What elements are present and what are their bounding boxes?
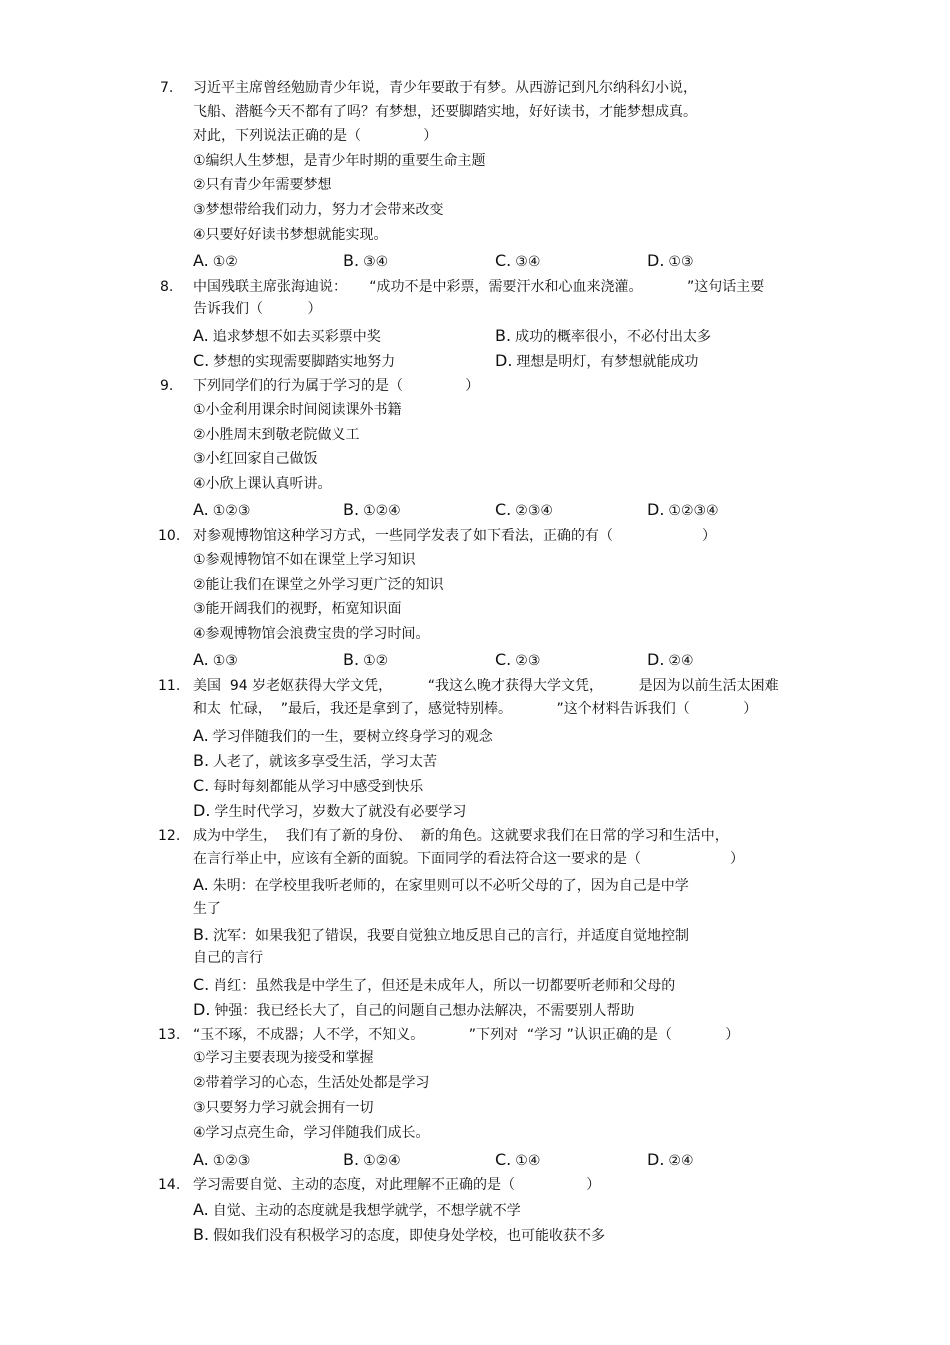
- option-b[interactable]: [343, 651, 388, 670]
- option-text: ①②③: [212, 503, 251, 519]
- option-letter: A.: [193, 1150, 209, 1169]
- option-letter: D.: [193, 801, 211, 820]
- option-letter: D.: [193, 1000, 211, 1019]
- option-text: 成功的概率很小，不必付出太多: [515, 329, 712, 345]
- statement-item: ②能让我们在课堂之外学习更广泛的知识: [193, 577, 444, 593]
- option-text: 每时每刻都能从学习中感受到快乐: [213, 779, 424, 795]
- option-c[interactable]: [495, 252, 540, 271]
- option-letter: B.: [343, 500, 360, 519]
- question-number: 9.: [160, 378, 174, 394]
- option-letter: A.: [193, 251, 209, 270]
- option-text: 假如我们没有积极学习的态度，即使身处学校，也可能收获不多: [213, 1228, 606, 1244]
- option-letter: B.: [343, 1150, 360, 1169]
- option-text: 朱明：在学校里我听老师的，在家里则可以不必听父母的了，因为自己是中学: [212, 878, 689, 894]
- option-a[interactable]: [193, 727, 493, 746]
- option-b[interactable]: [193, 1226, 605, 1245]
- statement-item: ③只要努力学习就会拥有一切: [193, 1100, 374, 1116]
- option-d[interactable]: [495, 352, 698, 371]
- option-letter: B.: [193, 925, 210, 944]
- option-text: ①③: [212, 653, 238, 669]
- option-letter: C.: [193, 975, 210, 994]
- option-text: ①②: [212, 254, 238, 270]
- option-c[interactable]: [495, 501, 553, 520]
- option-a[interactable]: [193, 1151, 250, 1170]
- option-text: 钟强：我已经长大了，自己的问题自己想办法解决，不需要别人帮助: [214, 1003, 635, 1019]
- question-number: 11.: [158, 678, 181, 694]
- statement-item: ①参观博物馆不如在课堂上学习知识: [193, 552, 416, 568]
- option-text: ①③: [668, 254, 694, 270]
- option-text: 自觉、主动的态度就是我想学就学，不想学就不学: [212, 1203, 521, 1219]
- option-b[interactable]: [343, 501, 401, 520]
- option-text: ②④: [668, 653, 694, 669]
- question-stem-line: 飞船、潜艇今天不都有了吗？有梦想，还要脚踏实地，好好读书，才能梦想成真。: [193, 104, 697, 120]
- statement-item: ①编织人生梦想，是青少年时期的重要生命主题: [193, 153, 486, 169]
- option-text: ①②④: [363, 1153, 401, 1169]
- option-letter: A.: [193, 875, 209, 894]
- option-text: ③④: [515, 254, 541, 270]
- question-stem-line: 学习需要自觉、主动的态度，对此理解不正确的是（ ）: [193, 1177, 601, 1193]
- option-d[interactable]: [193, 1001, 634, 1020]
- option-b[interactable]: [343, 252, 388, 271]
- option-text: 人老了，就该多享受生活，学习太苦: [213, 754, 438, 770]
- option-text: ①②: [363, 653, 389, 669]
- statement-item: ①学习主要表现为接受和掌握: [193, 1050, 374, 1066]
- statement-item: ④学习点亮生命，学习伴随我们成长。: [193, 1125, 430, 1141]
- option-text: ②③: [515, 653, 541, 669]
- option-letter: B.: [343, 650, 360, 669]
- option-letter: D.: [647, 1150, 665, 1169]
- question-number: 12.: [158, 828, 181, 844]
- question-stem-line: 和太 忙碌， ”最后，我还是拿到了，感觉特别棒。 ”这个材料告诉我们（ ）: [193, 701, 758, 717]
- option-text: 肖红：虽然我是中学生了，但还是未成年人，所以一切都要听老师和父母的: [213, 978, 676, 994]
- option-letter: A.: [193, 1200, 209, 1219]
- option-letter: B.: [193, 1225, 210, 1244]
- option-text: 沈军：如果我犯了错误，我要自觉独立地反思自己的言行，并适度自觉地控制: [213, 928, 690, 944]
- option-letter: D.: [647, 500, 665, 519]
- option-letter: A.: [193, 726, 209, 745]
- option-letter: C.: [495, 500, 512, 519]
- option-text: ①②③④: [668, 503, 719, 519]
- option-c[interactable]: [193, 976, 675, 995]
- option-b[interactable]: [193, 752, 437, 771]
- question-stem-line: “玉不琢，不成器；人不学，不知义。 ”下列对 “学习 ”认识正确的是（ ）: [193, 1027, 740, 1043]
- option-d[interactable]: [647, 651, 694, 670]
- statement-item: ②小胜周末到敬老院做义工: [193, 427, 360, 443]
- statement-item: ④小欣上课认真听讲。: [193, 476, 332, 492]
- option-text: ②④: [668, 1153, 694, 1169]
- option-text: 追求梦想不如去买彩票中奖: [212, 329, 381, 345]
- option-letter: B.: [193, 751, 210, 770]
- option-letter: D.: [495, 351, 513, 370]
- question-number: 8.: [160, 279, 174, 295]
- option-letter: C.: [193, 776, 210, 795]
- option-a[interactable]: [193, 252, 238, 271]
- option-letter: A.: [193, 650, 209, 669]
- statement-item: ①小金利用课余时间阅读课外书籍: [193, 402, 402, 418]
- option-b[interactable]: [193, 926, 689, 945]
- option-letter: C.: [193, 351, 210, 370]
- option-letter: D.: [647, 251, 665, 270]
- option-text: ①②④: [363, 503, 401, 519]
- question-stem-line: 对参观博物馆这种学习方式，一些同学发表了如下看法，正确的有（ ）: [193, 528, 717, 544]
- statement-item: ③能开阔我们的视野，柘宽知识面: [193, 601, 402, 617]
- statement-item: ③小红回家自己做饭: [193, 451, 318, 467]
- question-number: 13.: [158, 1027, 181, 1043]
- option-a[interactable]: [193, 876, 689, 895]
- option-letter: D.: [647, 650, 665, 669]
- question-number: 14.: [158, 1177, 181, 1193]
- question-stem-line: 告诉我们（ ）: [193, 301, 322, 317]
- option-text: 梦想的实现需要脚踏实地努力: [213, 354, 396, 370]
- option-letter: C.: [495, 1150, 512, 1169]
- statement-item: ②只有青少年需要梦想: [193, 177, 332, 193]
- option-text: 学生时代学习，岁数大了就没有必要学习: [214, 804, 467, 820]
- option-a[interactable]: [193, 651, 238, 670]
- question-number: 7.: [160, 80, 174, 96]
- option-c[interactable]: [495, 651, 540, 670]
- question-stem-line: 在言行举止中，应该有全新的面貌。下面同学的看法符合这一要求的是（ ）: [193, 851, 745, 867]
- question-stem-line: 美国 94 岁老妪获得大学文凭， “我这么晚才获得大学文凭， 是因为以前生活太困难: [193, 678, 779, 694]
- option-d[interactable]: [193, 802, 466, 821]
- option-a[interactable]: [193, 1201, 521, 1220]
- statement-item: ②带着学习的心态，生活处处都是学习: [193, 1075, 430, 1091]
- option-a[interactable]: [193, 501, 250, 520]
- option-letter: B.: [343, 251, 360, 270]
- option-text: ②③④: [515, 503, 553, 519]
- option-text: ①②③: [212, 1153, 251, 1169]
- option-letter: C.: [495, 251, 512, 270]
- option-c[interactable]: [193, 352, 395, 371]
- option-b[interactable]: [343, 1151, 401, 1170]
- option-letter: A.: [193, 326, 209, 345]
- question-stem-line: 习近平主席曾经勉励青少年说，青少年要敢于有梦。从西游记到凡尔纳科幻小说，: [193, 80, 697, 96]
- question-number: 10.: [158, 528, 181, 544]
- option-a[interactable]: [193, 327, 381, 346]
- option-c[interactable]: [495, 1151, 540, 1170]
- option-text: ③④: [363, 254, 389, 270]
- question-stem-line: 成为中学生， 我们有了新的身份、 新的角色。这就要求我们在日常的学习和生活中，: [193, 828, 729, 844]
- option-letter: C.: [495, 650, 512, 669]
- question-stem-line: 中国残联主席张海迪说： “成功不是中彩票，需要汗水和心血来浇灌。 ”这句话主要: [193, 279, 765, 295]
- option-d[interactable]: [647, 252, 694, 271]
- option-continuation: 生了: [193, 901, 221, 917]
- option-continuation: 自己的言行: [193, 950, 263, 966]
- statement-item: ④只要好好读书梦想就能实现。: [193, 227, 388, 243]
- option-c[interactable]: [193, 777, 423, 796]
- option-text: 理想是明灯，有梦想就能成功: [516, 354, 699, 370]
- option-letter: A.: [193, 500, 209, 519]
- option-b[interactable]: [495, 327, 711, 346]
- question-stem-line: 对此，下列说法正确的是（ ）: [193, 128, 438, 144]
- statement-item: ④参观博物馆会浪费宝贵的学习时间。: [193, 626, 430, 642]
- option-d[interactable]: [647, 1151, 694, 1170]
- option-d[interactable]: [647, 501, 719, 520]
- option-text: 学习伴随我们的一生，要树立终身学习的观念: [212, 729, 493, 745]
- option-text: ①④: [515, 1153, 541, 1169]
- question-stem-line: 下列同学们的行为属于学习的是（ ）: [193, 378, 480, 394]
- option-letter: B.: [495, 326, 512, 345]
- statement-item: ③梦想带给我们动力，努力才会带来改变: [193, 202, 444, 218]
